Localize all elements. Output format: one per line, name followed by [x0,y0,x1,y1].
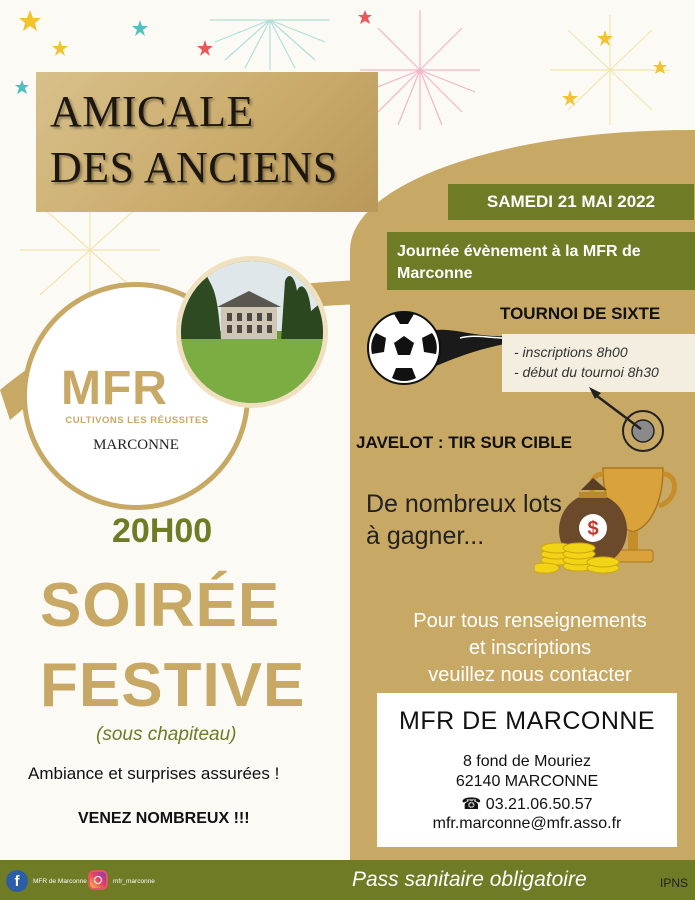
pass-sanitaire: Pass sanitaire obligatoire [352,868,587,891]
mfr-logo: MFR [61,362,168,415]
ambiance-text: Ambiance et surprises assurées ! [28,764,280,783]
lots-line-1: De nombreux lots [366,490,562,518]
contact-address-1: 8 fond de Mouriez [462,753,592,770]
mfr-slogan: CULTIVONS LES RÉUSSITES [65,415,209,426]
lots-text [366,488,562,552]
title-box [36,72,378,212]
instagram-label[interactable]: mfr_marconne [113,878,155,885]
venez-text: VENEZ NOMBREUX !!! [78,810,250,827]
facebook-icon[interactable]: f [6,870,28,892]
title-line-2: DES ANCIENS [50,143,338,192]
contact-intro-1: Pour tous renseignements [413,610,647,632]
contact-intro [360,608,695,689]
contact-card [377,693,677,847]
facebook-label[interactable]: MFR de Marconne [33,878,87,885]
event-journee: Journée évènement à la MFR de Marconne [387,232,695,290]
soiree-line-1: SOIRÉE [40,571,281,640]
tournoi-title: TOURNOI DE SIXTE [500,304,661,323]
trophy-money-illustration [535,458,685,583]
contact-intro-3: veuillez nous contacter [428,664,632,686]
tournoi-notes [502,334,695,392]
event-time: 20H00 [112,512,213,550]
contact-email[interactable]: mfr.marconne@mfr.asso.fr [432,815,622,832]
javelot-title: JAVELOT : TIR SUR CIBLE [356,433,572,452]
svg-text:$: $ [587,518,599,540]
building-photo [176,256,328,408]
contact-intro-2: et inscriptions [468,637,592,659]
soccer-ball-icon [364,308,514,388]
lots-line-2: à gagner... [366,522,485,550]
target-icon [585,385,670,455]
soiree-note: (sous chapiteau) [96,724,237,745]
event-date: SAMEDI 21 MAI 2022 [448,184,694,220]
contact-title: MFR DE MARCONNE [399,707,656,735]
soiree-line-2: FESTIVE [40,651,306,720]
logo-place: MARCONNE [93,437,179,453]
contact-address-2: 62140 MARCONNE [455,773,599,790]
ipns-label: IPNS [660,876,689,890]
contact-phone[interactable]: ☎ 03.21.06.50.57 [461,796,593,813]
footer-bar [0,860,695,900]
tournoi-note-1: - inscriptions 8h00 [514,344,628,360]
title-line-1: AMICALE [50,87,254,136]
tournoi-note-2: - début du tournoi 8h30 [514,364,659,380]
instagram-icon[interactable] [88,870,108,890]
